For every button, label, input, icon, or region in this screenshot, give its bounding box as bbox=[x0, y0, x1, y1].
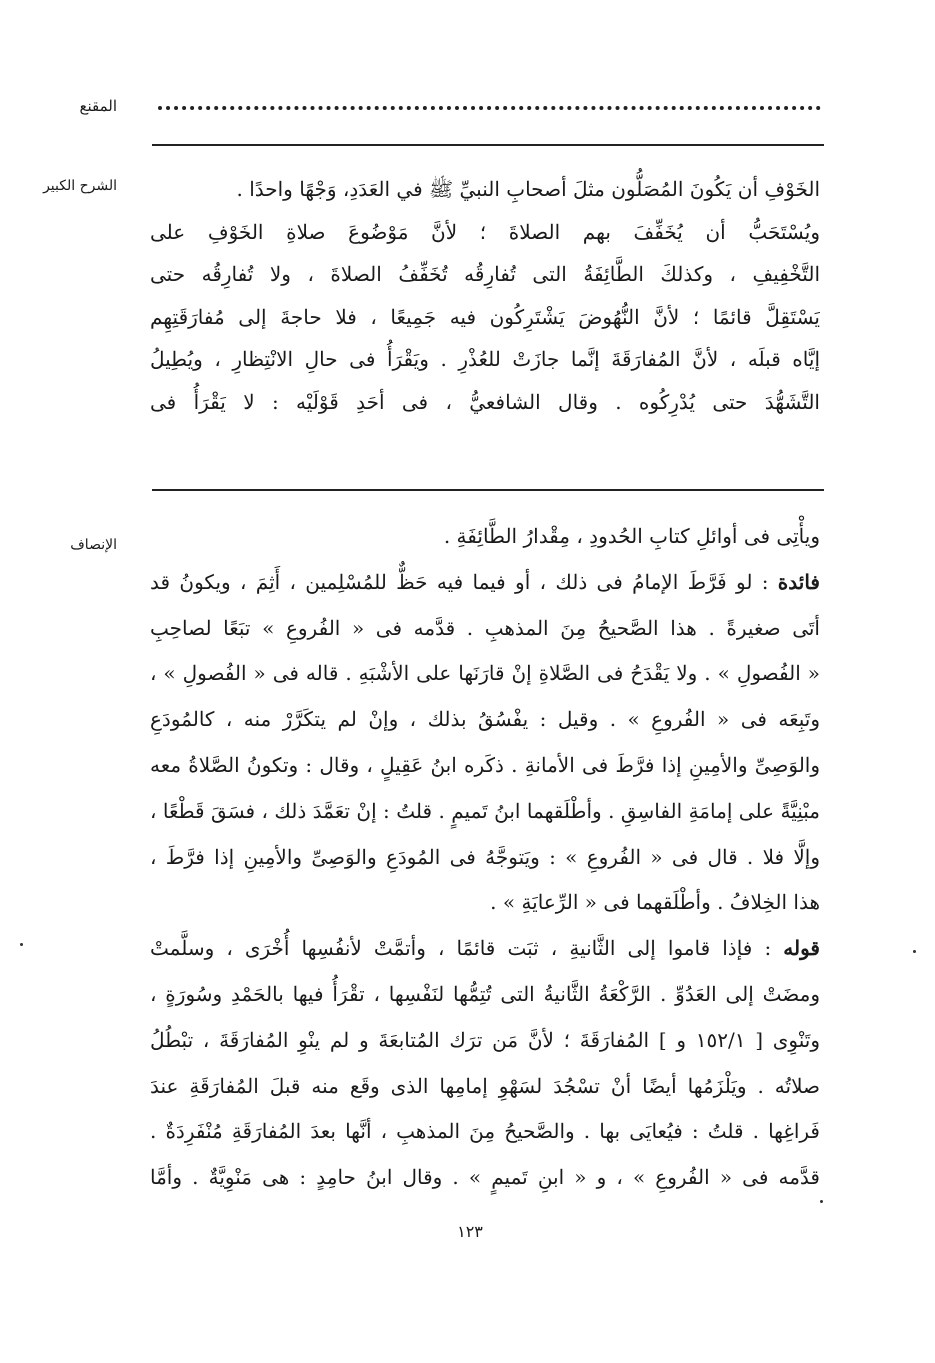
text-line: فائدة : لو فَرَّطَ الإمامُ فى ذلك ، أو فيما فيه حَظٌّ للمُسْلِمين ، أَثِمَ ، ويكونُ قد bbox=[150, 569, 820, 594]
insaf-text-block bbox=[150, 514, 820, 1201]
text-line: التَّشَهُّدَ حتى يُدْرِكُوه . وقال الشافعيُّ ، فى أحَدِ قَوْلَيْه : لا يَقْرَأُ فى bbox=[150, 389, 820, 414]
text-line: مبْنِيَّةً على إمامَةِ الفاسِقِ . وأطْلَقهما ابنُ تَميمٍ . قلتُ : إنْ تعَمَّدَ ذلك ، فسَقَ قَطْعًا ، bbox=[150, 798, 820, 823]
section-divider-rule bbox=[152, 489, 824, 491]
lead-word: فائدة bbox=[777, 569, 820, 594]
text-line: « الفُصولِ » . ولا يَقْدَحُ فى الصَّلاةِ إنْ قارَنَها على الأشْبَهِ . قاله فى « الفُصولِ » ، bbox=[150, 661, 820, 686]
scan-speck bbox=[820, 1200, 823, 1203]
text-line: إيَّاه قبلَه ، لأنَّ المُفارَقَةَ إنَّما جازَتْ للعُذْرِ . ويَقْرَأُ فى حالِ الانْتِظارِ ، ويُطِيلُ bbox=[150, 347, 820, 371]
text-line: أتَى صغيرةً . هذا الصَّحيحُ مِنَ المذهبِ . قدَّمه فى « الفُروعِ » تبَعًا لصاحِبِ bbox=[150, 615, 820, 640]
text-line: الخَوْفِ أن يَكُونَ المُصَلُّون مثلَ أصحابِ النبيِّ ﷺ في العَدَدِ، وَجْهًا واحدًا . bbox=[236, 177, 820, 201]
header-solid-rule bbox=[152, 144, 824, 146]
text-line: يَسْتَقِلَّ قائمًا ؛ لأنَّ النُّهُوضَ يَشْتَرِكُون فيه جَمِيعًا ، فلا حاجةَ إلى مُفارَقَتِهِم bbox=[150, 304, 820, 329]
side-label-sharh: الشرح الكبير bbox=[43, 178, 117, 194]
page-number: ١٢٣ bbox=[457, 1222, 483, 1241]
text-line: قدَّمه فى « الفُروعِ » ، و « ابنِ تَميمٍ » . وقال ابنُ حامِدٍ : هى مَنْوِيَّةٌ . وأمَّا bbox=[150, 1165, 820, 1190]
text-line: وتَنْوِى [ ١٥٢/١ و ] المُفارَقَةَ ؛ لأنَّ مَن ترَك المُتابعَةَ و لم ينْوِ المُفارَقَةَ ، تبْطُلُ bbox=[150, 1027, 820, 1052]
sharh-text-block bbox=[150, 168, 820, 423]
text-line: وإلَّا فلا . قال فى « الفُروعِ » : ويَتوجَّهُ فى المُودَعِ والوَصِىِّ والأمِينِ إذا فرَّطَ ، bbox=[150, 844, 820, 869]
text-line: التَّخْفِيفِ ، وكذلكَ الطَّائِفَةُ التى تُفارِقُه تُخَفِّفُ الصلاةَ ، ولا تُفارِقُه حتى bbox=[150, 262, 820, 286]
lead-word: قوله bbox=[783, 936, 820, 961]
text-line: وتَبِعَه فى « الفُروعِ » . وقيل : يفْسُقُ بذلك ، وإنْ لم يتكَرَّرْ منه ، كالمُودَعِ bbox=[150, 707, 820, 732]
scan-speck bbox=[20, 943, 23, 946]
text-line: فَراغِها . قلتُ : فيُعايَى بها . والصَّحيحُ مِنَ المذهبِ ، أنَّها بعدَ المُفارَقَةِ مُنْفَرِدَةٌ . bbox=[150, 1119, 820, 1144]
running-header-title: المقنع bbox=[79, 97, 117, 115]
text-line: والوَصِىِّ والأمِينِ إذا فرَّطَ فى الأمانةِ . ذكَره ابنُ عَقِيلٍ ، وقال : وتكونُ الصَّلاةُ معه bbox=[150, 752, 820, 777]
text-line: صلاتُه . ويَلْزَمُها أيضًا أنْ تسْجُدَ لسَهْوِ إمامِها الذى وقَع منه قبلَ المُفارَقَةِ عندَ bbox=[150, 1073, 820, 1098]
text-line: قوله : فإذا قاموا إلى الثَّانيةِ ، ثبَت قائمًا ، وأتمَّتْ لأنفُسِها أُخْرَى ، وسلَّمتْ bbox=[150, 936, 820, 961]
header-dotted-rule bbox=[158, 106, 821, 114]
text-line: ويُسْتَحَبُّ أن يُخَفِّفَ بهم الصلاةَ ؛ لأنَّ مَوْضُوعَ صلاةِ الخَوْفِ على bbox=[150, 219, 820, 244]
side-label-insaf: الإنصاف bbox=[70, 537, 117, 553]
scan-speck bbox=[913, 950, 916, 953]
text-line: هذا الخِلافُ . وأطْلَقهما فى « الرِّعايَةِ » . bbox=[490, 890, 820, 915]
text-line: ومضَتْ إلى العَدُوِّ . الرَّكْعَةُ الثَّانيةُ التى تُتِمُّها لنَفْسِها ، تقْرَأُ فيها بالحَمْدِ وسُورَةٍ ، bbox=[150, 981, 820, 1006]
text-line: ويأْتِى فى أوائلِ كتابِ الحُدودِ ، مِقْدارُ الطَّائِفَةِ . bbox=[443, 524, 820, 548]
